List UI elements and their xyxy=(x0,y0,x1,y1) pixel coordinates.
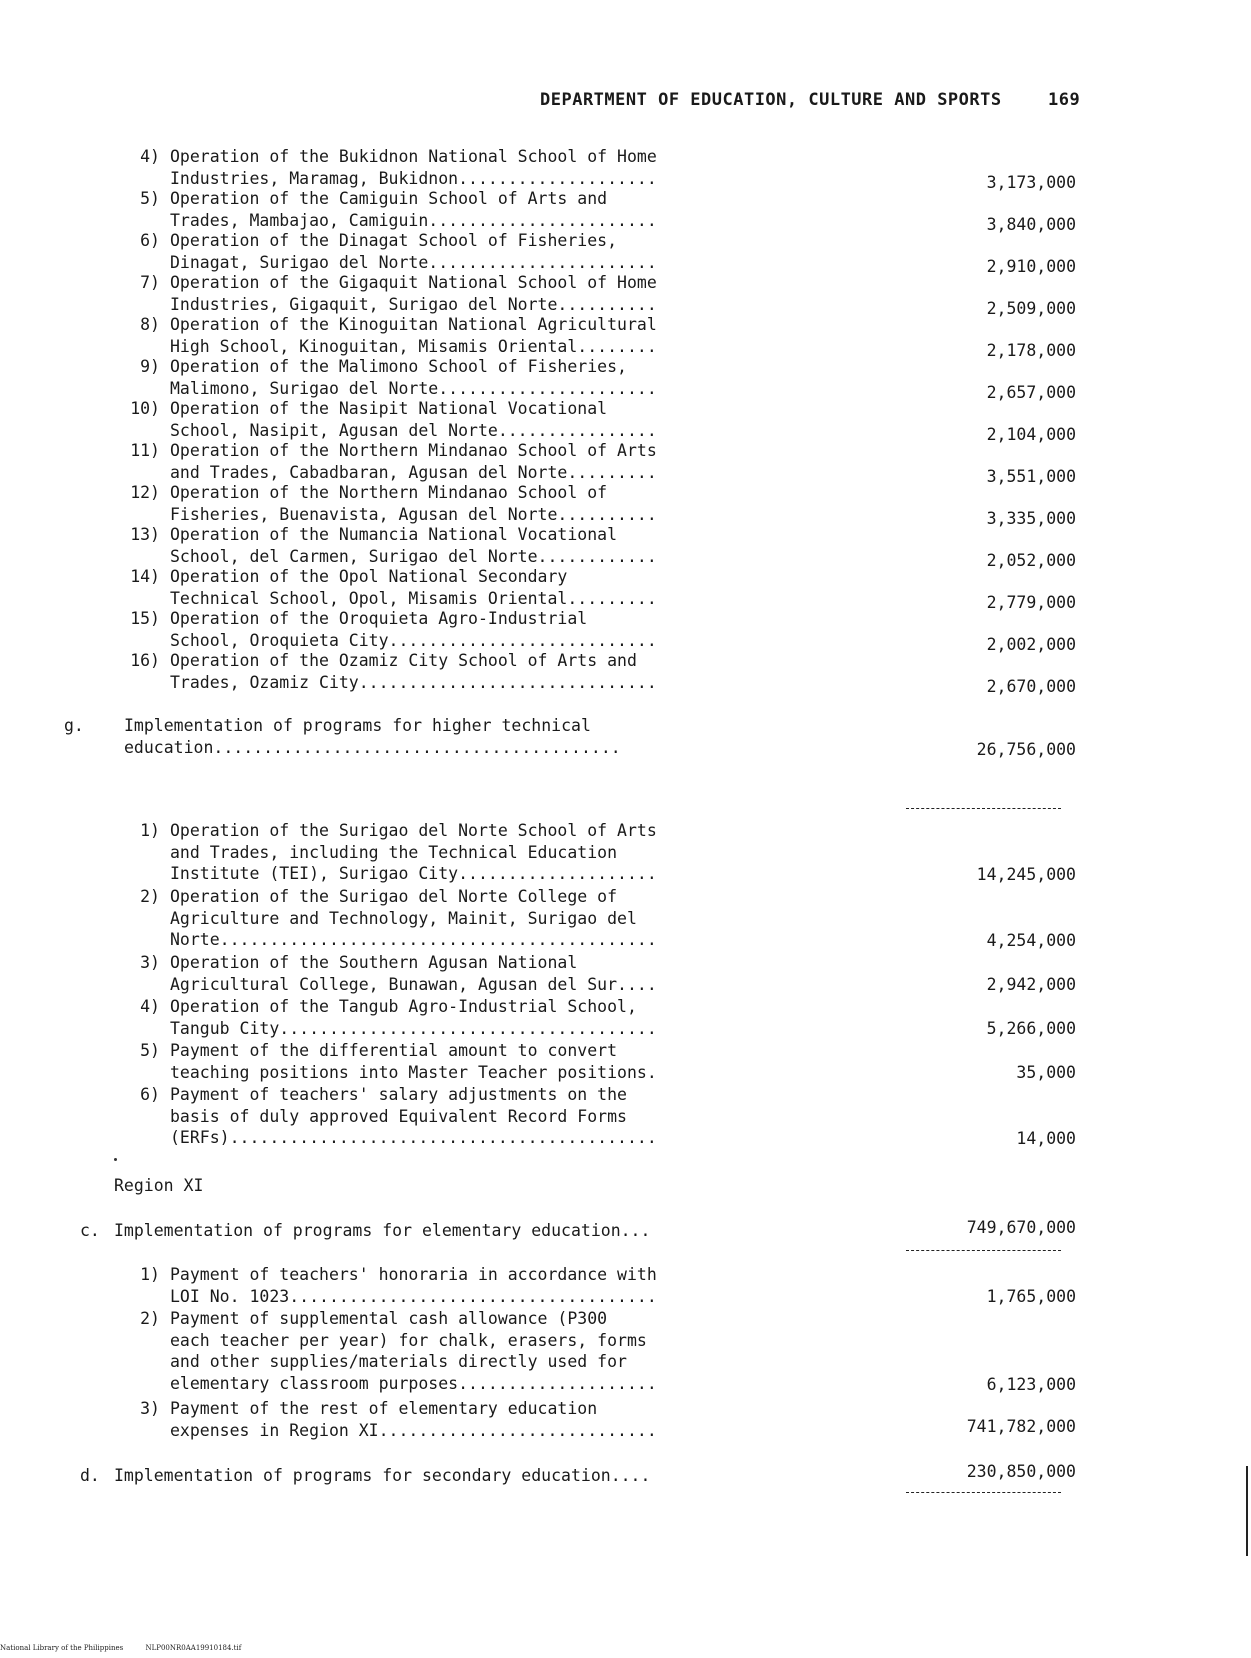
item-number: 13) xyxy=(130,525,160,544)
item-number: 6) xyxy=(140,231,160,250)
section-amount: 26,756,000 xyxy=(976,740,1076,759)
item-amount: 741,782,000 xyxy=(966,1417,1076,1436)
item-text: Operation of the Oroquieta Agro-Industrial School, Oroquieta City........................... xyxy=(170,609,657,650)
list-item xyxy=(130,482,1076,528)
item-amount: 2,942,000 xyxy=(986,975,1076,994)
section-title: Implementation of programs for elementary education... xyxy=(114,1221,651,1240)
list-item xyxy=(130,952,1076,995)
list-item xyxy=(130,1084,1076,1149)
item-amount: 3,173,000 xyxy=(986,173,1076,192)
section-letter: d. xyxy=(80,1466,100,1485)
list-item xyxy=(130,440,1076,486)
list-item xyxy=(130,1398,1076,1441)
item-number: 5) xyxy=(140,1041,160,1060)
item-amount: 3,335,000 xyxy=(986,509,1076,528)
list-item xyxy=(130,650,1076,696)
region-heading: Region XI xyxy=(114,1176,204,1195)
item-number: 5) xyxy=(140,189,160,208)
item-amount: 2,104,000 xyxy=(986,425,1076,444)
section-amount: 749,670,000 xyxy=(966,1218,1076,1237)
list-item xyxy=(130,996,1076,1039)
item-amount: 2,657,000 xyxy=(986,383,1076,402)
item-amount: 3,551,000 xyxy=(986,467,1076,486)
item-number: 6) xyxy=(140,1085,160,1104)
item-number: 11) xyxy=(130,441,160,460)
item-number: 8) xyxy=(140,315,160,334)
item-amount: 4,254,000 xyxy=(986,931,1076,950)
item-text: Operation of the Southern Agusan National Agricultural College, Bunawan, Agusan del Sur.... xyxy=(170,953,657,994)
item-text: Operation of the Surigao del Norte School of Arts and Trades, including the Technical Education Institute (TEI), Surigao City.................... xyxy=(170,821,657,883)
list-item xyxy=(130,314,1076,360)
item-amount: 6,123,000 xyxy=(986,1375,1076,1394)
list-item xyxy=(130,820,1076,885)
item-number: 15) xyxy=(130,609,160,628)
list-item xyxy=(130,1040,1076,1083)
list-item xyxy=(130,146,1076,192)
item-number: 1) xyxy=(140,821,160,840)
section-g xyxy=(64,715,1076,759)
list-item xyxy=(130,524,1076,570)
section-title: Implementation of programs for secondary education.... xyxy=(114,1466,651,1485)
item-text: Operation of the Ozamiz City School of Arts and Trades, Ozamiz City.............................. xyxy=(170,651,657,692)
item-text: Operation of the Dinagat School of Fisheries, Dinagat, Surigao del Norte....................... xyxy=(170,231,657,272)
item-number: 14) xyxy=(130,567,160,586)
item-text: Operation of the Nasipit National Vocational School, Nasipit, Agusan del Norte................ xyxy=(170,399,657,440)
item-text: Operation of the Opol National Secondary Technical School, Opol, Misamis Oriental......... xyxy=(170,567,657,608)
item-amount: 2,910,000 xyxy=(986,257,1076,276)
total-rule xyxy=(906,808,1061,809)
stray-mark xyxy=(114,1158,117,1161)
item-number: 16) xyxy=(130,651,160,670)
item-text: Payment of teachers' honoraria in accordance with LOI No. 1023..................................... xyxy=(170,1265,657,1306)
list-item xyxy=(130,1308,1076,1394)
section-c xyxy=(80,1218,1076,1242)
total-rule xyxy=(906,1492,1061,1493)
item-amount: 2,509,000 xyxy=(986,299,1076,318)
page-number: 169 xyxy=(1048,90,1081,110)
list-item xyxy=(130,1264,1076,1307)
scan-edge-mark xyxy=(1246,1466,1248,1556)
list-item xyxy=(130,566,1076,612)
item-number: 3) xyxy=(140,953,160,972)
section-letter: g. xyxy=(64,716,84,735)
item-amount: 2,779,000 xyxy=(986,593,1076,612)
item-text: Operation of the Tangub Agro-Industrial School, Tangub City...................................... xyxy=(170,997,657,1038)
item-number: 3) xyxy=(140,1399,160,1418)
item-number: 1) xyxy=(140,1265,160,1284)
running-head xyxy=(540,90,1100,110)
item-amount: 3,840,000 xyxy=(986,215,1076,234)
list-item xyxy=(130,886,1076,951)
list-item xyxy=(130,188,1076,234)
item-number: 4) xyxy=(140,997,160,1016)
item-text: Operation of the Camiguin School of Arts and Trades, Mambajao, Camiguin....................... xyxy=(170,189,657,230)
item-text: Operation of the Kinoguitan National Agricultural High School, Kinoguitan, Misamis Oriental........ xyxy=(170,315,657,356)
list-item xyxy=(130,272,1076,318)
scan-file-code: NLP00NR0AA19910184.tif xyxy=(145,1644,242,1652)
section-title: Implementation of programs for higher technical education......................................... xyxy=(124,716,621,757)
item-text: Operation of the Surigao del Norte College of Agriculture and Technology, Mainit, Surigao del Norte............................................ xyxy=(170,887,657,949)
item-text: Payment of supplemental cash allowance (P300 each teacher per year) for chalk, erasers, forms and other supplies/materials directly used for elementary classroom purposes.................... xyxy=(170,1309,657,1393)
list-item xyxy=(130,608,1076,654)
item-text: Operation of the Northern Mindanao School of Fisheries, Buenavista, Agusan del Norte.......... xyxy=(170,483,657,524)
item-amount: 35,000 xyxy=(1016,1063,1076,1082)
item-number: 9) xyxy=(140,357,160,376)
item-text: Payment of the differential amount to convert teaching positions into Master Teacher positions. xyxy=(170,1041,657,1082)
item-amount: 14,245,000 xyxy=(976,865,1076,884)
library-credit: National Library of the Philippines xyxy=(0,1644,124,1652)
section-d xyxy=(80,1462,1076,1487)
section-amount: 230,850,000 xyxy=(966,1462,1076,1481)
list-item xyxy=(130,230,1076,276)
item-text: Payment of the rest of elementary education expenses in Region XI............................ xyxy=(170,1399,657,1440)
list-item xyxy=(130,398,1076,444)
item-text: Operation of the Northern Mindanao School of Arts and Trades, Cabadbaran, Agusan del Norte......... xyxy=(170,441,657,482)
item-number: 12) xyxy=(130,483,160,502)
item-text: Operation of the Malimono School of Fisheries, Malimono, Surigao del Norte...................... xyxy=(170,357,657,398)
running-head-title: DEPARTMENT OF EDUCATION, CULTURE AND SPORTS xyxy=(540,90,1002,110)
total-rule xyxy=(906,1250,1061,1251)
item-number: 2) xyxy=(140,1309,160,1328)
item-number: 10) xyxy=(130,399,160,418)
item-amount: 2,178,000 xyxy=(986,341,1076,360)
list-item xyxy=(130,356,1076,402)
item-amount: 5,266,000 xyxy=(986,1019,1076,1038)
item-number: 7) xyxy=(140,273,160,292)
item-amount: 2,670,000 xyxy=(986,677,1076,696)
item-text: Operation of the Gigaquit National School of Home Industries, Gigaquit, Surigao del Norte.......... xyxy=(170,273,657,314)
item-number: 2) xyxy=(140,887,160,906)
item-text: Operation of the Bukidnon National School of Home Industries, Maramag, Bukidnon.................... xyxy=(170,147,657,188)
item-amount: 2,052,000 xyxy=(986,551,1076,570)
item-amount: 2,002,000 xyxy=(986,635,1076,654)
item-amount: 1,765,000 xyxy=(986,1287,1076,1306)
section-letter: c. xyxy=(80,1221,100,1240)
item-number: 4) xyxy=(140,147,160,166)
item-amount: 14,000 xyxy=(1016,1129,1076,1148)
item-text: Payment of teachers' salary adjustments on the basis of duly approved Equivalent Record Forms (ERFs)........................................... xyxy=(170,1085,657,1147)
item-text: Operation of the Numancia National Vocational School, del Carmen, Surigao del Norte............ xyxy=(170,525,657,566)
scan-footer xyxy=(0,1644,241,1652)
